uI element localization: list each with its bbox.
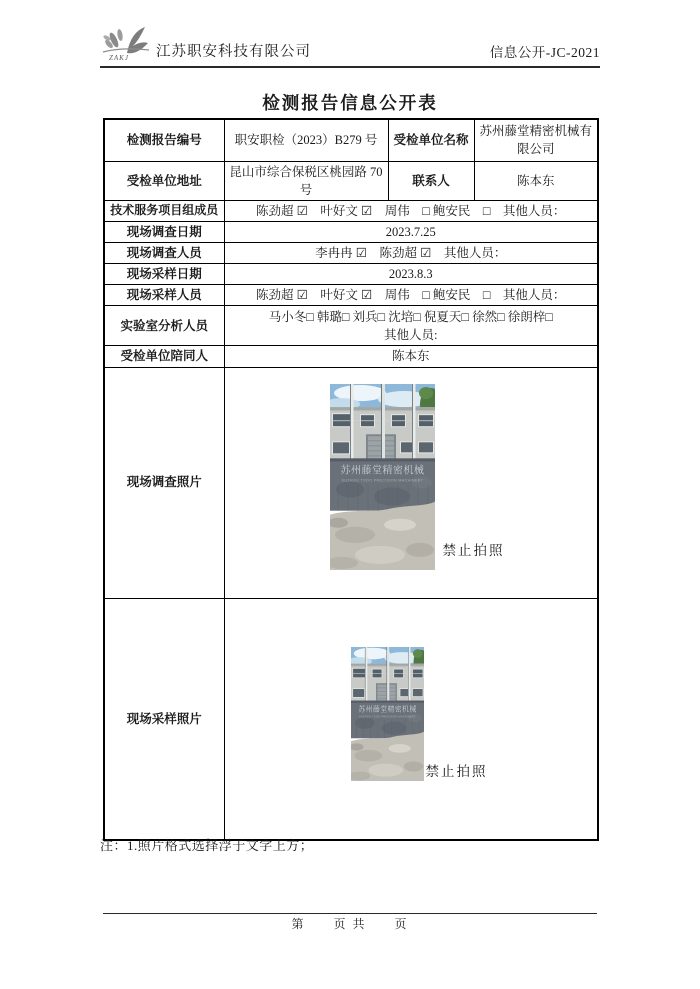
survey-photo-label: 现场调查照片	[104, 367, 224, 598]
report-no-label: 检测报告编号	[104, 119, 224, 161]
table-row-sampling-photo	[104, 598, 598, 840]
contact-value: 陈本东	[474, 161, 598, 200]
logo-text: ZAKJ	[109, 54, 129, 62]
company-name: 江苏职安科技有限公司	[156, 44, 311, 60]
table-row-survey-photo	[104, 367, 598, 598]
sampling-site-photo	[351, 647, 424, 781]
table-row-survey-date	[104, 221, 598, 242]
page-footer	[103, 913, 597, 932]
no-photo-stamp: 禁止拍照	[442, 542, 505, 558]
table-row-accompanying	[104, 346, 598, 367]
unit-name-value: 苏州藤堂精密机械有限公司	[474, 119, 598, 161]
footnote: 注：1.照片格式选择浮于文字上方；	[100, 838, 314, 853]
company-logo-icon	[100, 24, 156, 62]
page-number: 第 页 共 页	[291, 917, 409, 931]
survey-staff-label: 现场调查人员	[104, 243, 224, 264]
sampling-staff-label: 现场采样人员	[104, 285, 224, 306]
survey-date-label: 现场调查日期	[104, 221, 224, 242]
unit-name-label: 受检单位名称	[388, 119, 474, 161]
report-no-value: 职安职检（2023）B279 号	[224, 119, 388, 161]
page-title: 检测报告信息公开表	[262, 93, 438, 113]
doc-code: 信息公开-JC-2021	[489, 45, 600, 60]
table-row-survey-staff	[104, 243, 598, 264]
survey-staff-checkboxes[interactable]: 李冉冉 ☑ 陈劲超 ☑ 其他人员：	[224, 243, 598, 264]
accompanying-value: 陈本东	[224, 346, 598, 367]
page-header	[100, 28, 600, 68]
lab-analysts-label: 实验室分析人员	[104, 306, 224, 346]
sampling-staff-checkboxes[interactable]: 陈劲超 ☑ 叶好文 ☑ 周伟 □ 鲍安民 □ 其他人员：	[224, 285, 598, 306]
accompanying-label: 受检单位陪同人	[104, 346, 224, 367]
sampling-photo-cell	[224, 598, 598, 840]
tech-team-label: 技术服务项目组成员	[104, 200, 224, 221]
lab-analysts-line2: 其他人员:	[384, 327, 438, 342]
table-row-sampling-date	[104, 264, 598, 285]
disclosure-table	[103, 118, 599, 841]
unit-address-label: 受检单位地址	[104, 161, 224, 200]
table-row-lab-analysts	[104, 306, 598, 346]
table-row-sampling-staff	[104, 285, 598, 306]
no-photo-stamp: 禁止拍照	[425, 763, 488, 779]
table-row-tech-team	[104, 200, 598, 221]
survey-site-photo	[330, 384, 435, 570]
survey-date-value: 2023.7.25	[224, 221, 598, 242]
lab-analysts-line1: 马小冬□ 韩璐□ 刘兵□ 沈培□ 倪夏天□ 徐然□ 徐朗梓□	[268, 309, 553, 324]
unit-address-value: 昆山市综合保税区桃园路 70号	[224, 161, 388, 200]
table-row-address	[104, 161, 598, 200]
sampling-date-value: 2023.8.3	[224, 264, 598, 285]
table-row-report-no	[104, 119, 598, 161]
tech-team-checkboxes[interactable]: 陈劲超 ☑ 叶好文 ☑ 周伟 □ 鲍安民 □ 其他人员：	[224, 200, 598, 221]
contact-label: 联系人	[388, 161, 474, 200]
brand	[100, 24, 311, 62]
lab-analysts-checkboxes[interactable]	[224, 306, 598, 346]
sampling-date-label: 现场采样日期	[104, 264, 224, 285]
sampling-photo-label: 现场采样照片	[104, 598, 224, 840]
survey-photo-cell	[224, 367, 598, 598]
